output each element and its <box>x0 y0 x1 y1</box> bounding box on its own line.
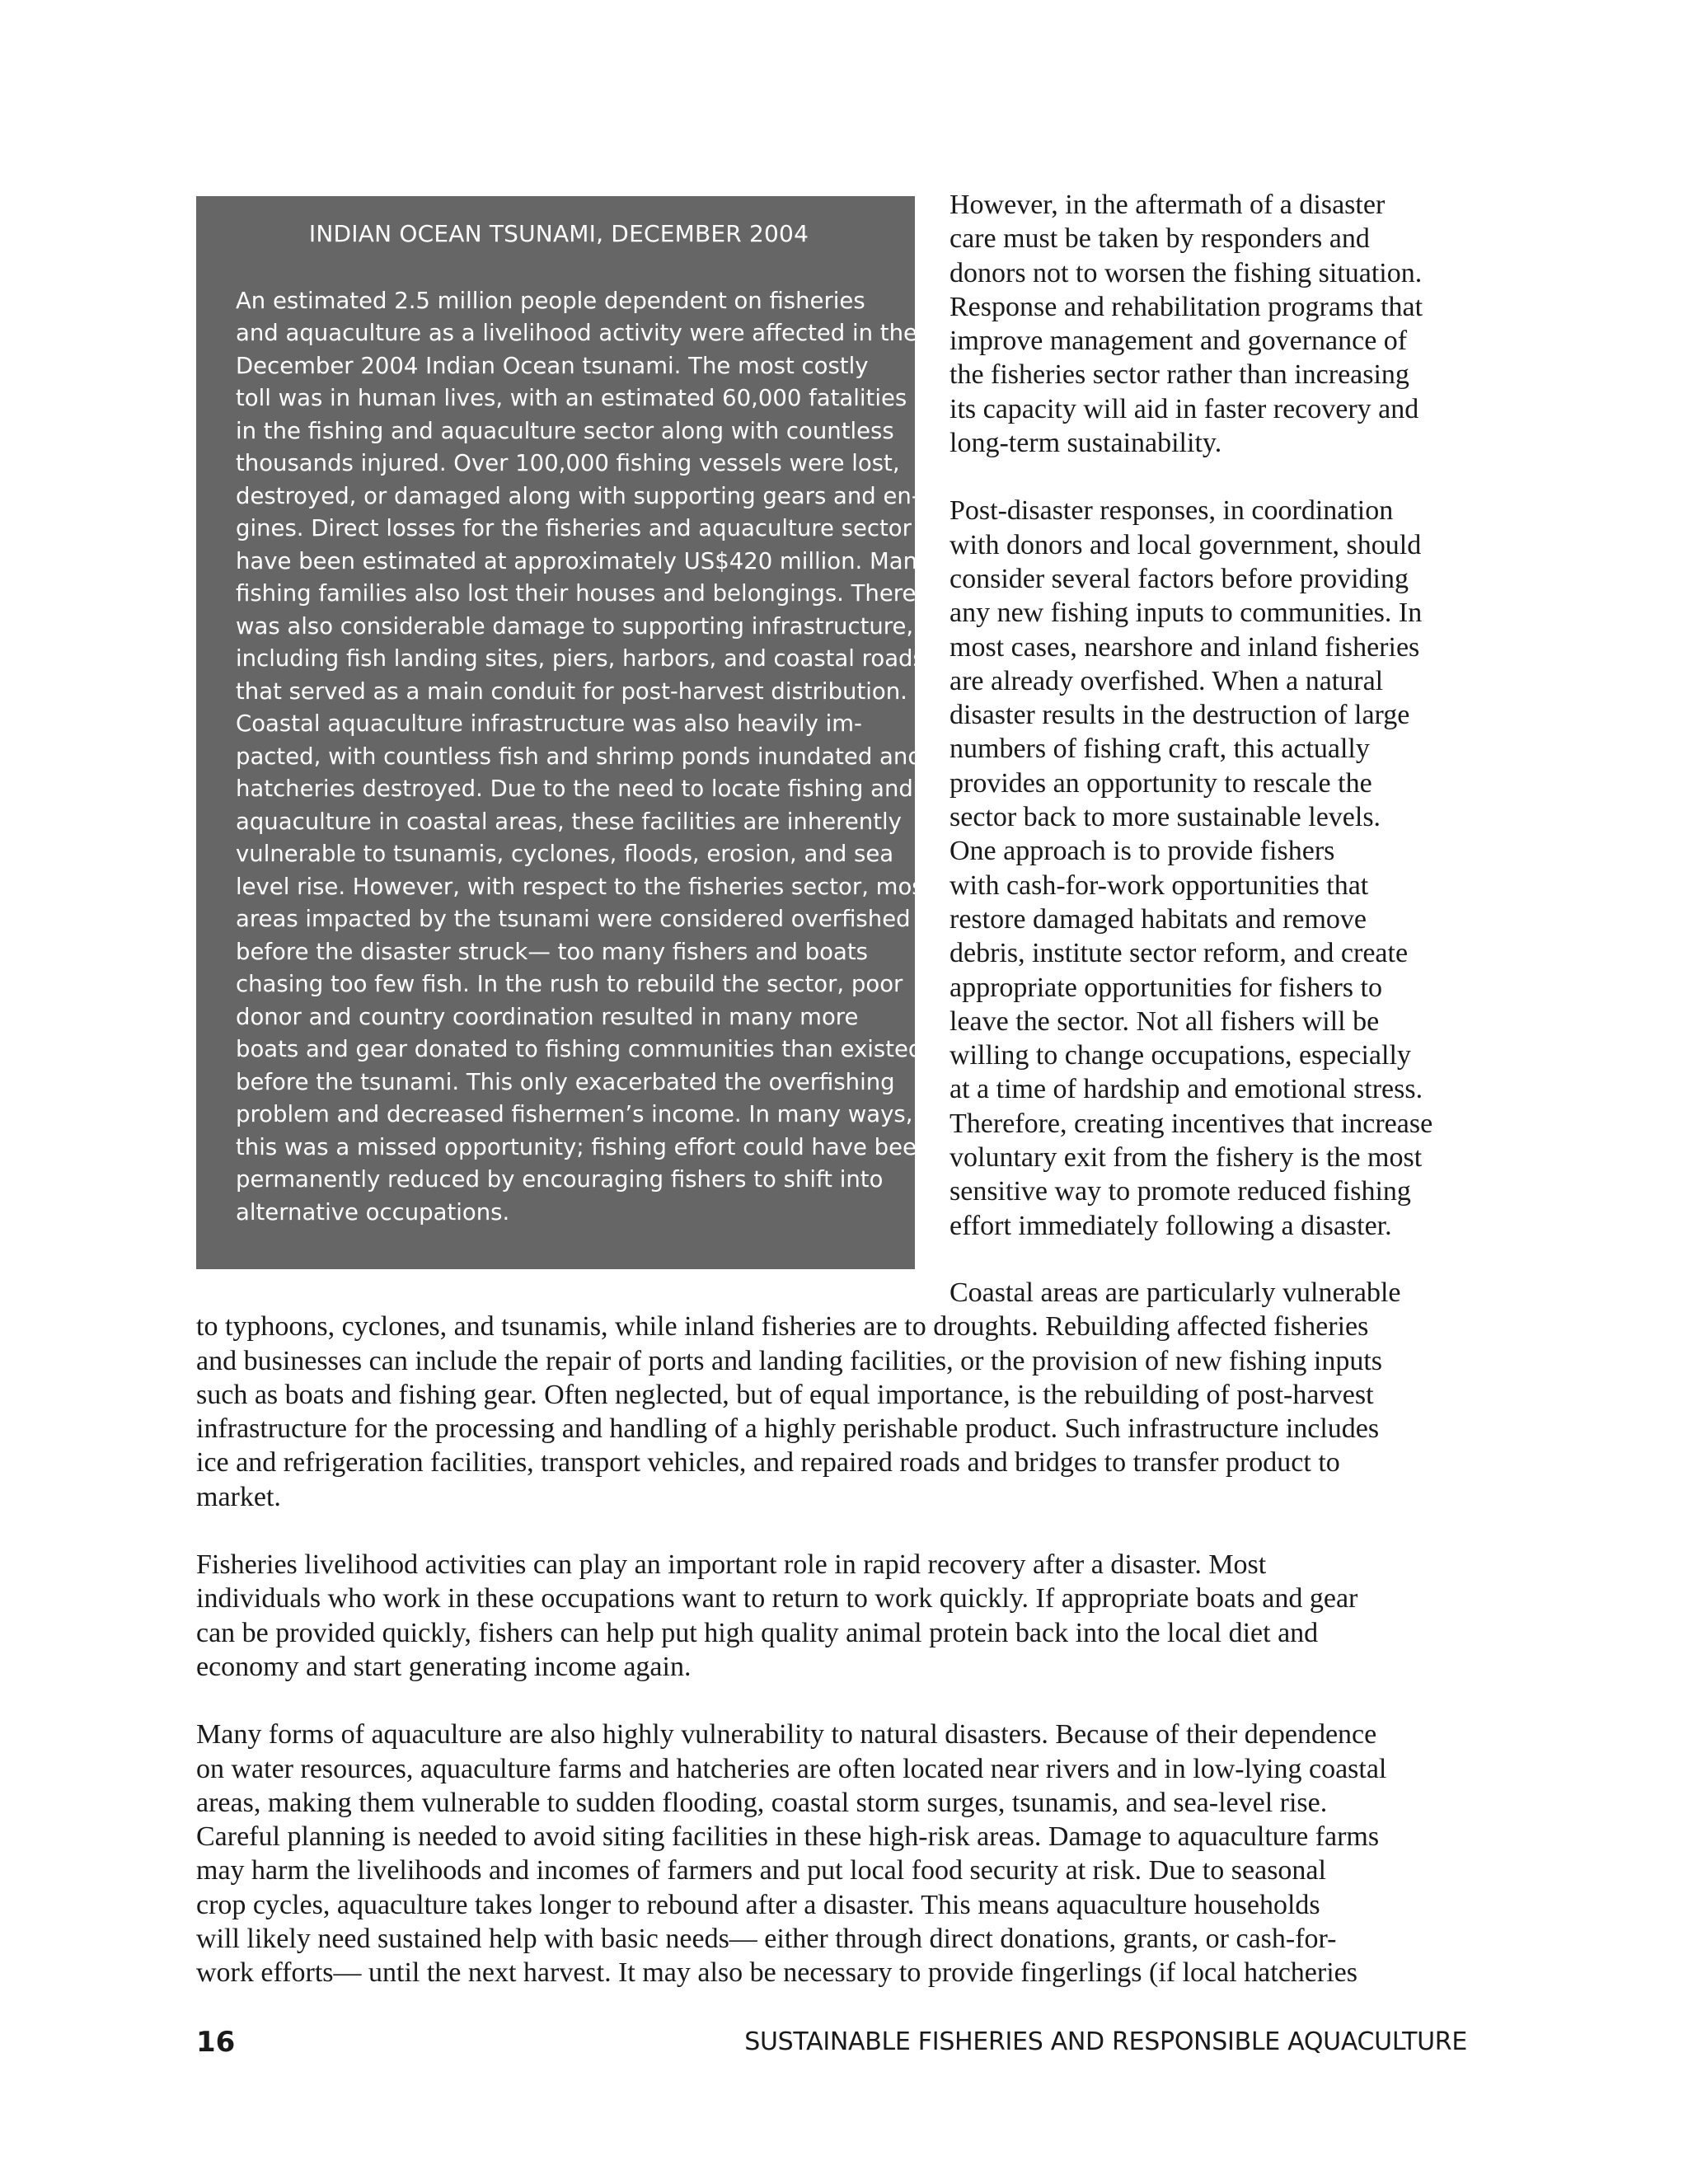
sidebar-line: in the fishing and aquaculture sector along with countless <box>236 417 894 444</box>
running-title: SUSTAINABLE FISHERIES AND RESPONSIBLE AQUACULTURE <box>744 2027 1467 2056</box>
text-line: its capacity will aid in faster recovery and <box>950 393 1419 424</box>
text-line: at a time of hardship and emotional stress. <box>950 1074 1423 1105</box>
text-line: can be provided quickly, fishers can help put high quality animal protein back into the local diet and <box>196 1617 1319 1648</box>
sidebar-line: donor and country coordination resulted in many more <box>236 1003 859 1030</box>
sidebar-line: permanently reduced by encouraging fishers to shift into <box>236 1166 884 1193</box>
text-line: disaster results in the destruction of large <box>950 700 1410 731</box>
text-line: work efforts— until the next harvest. It may also be necessary to provide fingerlings (if local hatcheries <box>196 1957 1357 1989</box>
text-line: Careful planning is needed to avoid siting facilities in these high-risk areas. Damage to aquaculture farms <box>196 1821 1380 1853</box>
sidebar-line: December 2004 Indian Ocean tsunami. The most costly <box>236 352 869 379</box>
sidebar-line: An estimated 2.5 million people dependent on fisheries <box>236 287 865 314</box>
sidebar-line: vulnerable to tsunamis, cyclones, floods, erosion, and sea <box>236 841 894 867</box>
sidebar-line: level rise. However, with respect to the fisheries sector, most <box>236 873 933 900</box>
sidebar-line: toll was in human lives, with an estimated 60,000 fatalities <box>236 385 907 411</box>
text-line: areas, making them vulnerable to sudden flooding, coastal storm surges, tsunamis, and sea-level rise. <box>196 1787 1328 1818</box>
sidebar-line: thousands injured. Over 100,000 fishing vessels were lost, <box>236 450 900 476</box>
sidebar-line: was also considerable damage to supporting infrastructure, <box>236 612 914 640</box>
sidebar-line: hatcheries destroyed. Due to the need to locate fishing and <box>236 776 913 802</box>
text-line: Post-disaster responses, in coordination <box>950 495 1394 527</box>
paragraph-aftermath <box>950 188 1526 460</box>
sidebar-line: including fish landing sites, piers, harbors, and coastal roads <box>236 645 925 672</box>
text-line: donors not to worsen the fishing situation. <box>950 257 1423 288</box>
sidebar-body <box>236 285 933 1230</box>
sidebar-line: and aquaculture as a livelihood activity were affected in the <box>236 320 917 346</box>
sidebar-line: fishing families also lost their houses and belongings. There <box>236 580 917 607</box>
paragraph-coastal-areas <box>196 1276 1548 1514</box>
sidebar-line: aquaculture in coastal areas, these facilities are inherently <box>236 808 902 835</box>
sidebar-line: gines. Direct losses for the fisheries and aquaculture sector <box>236 515 912 541</box>
text-line: individuals who work in these occupations want to return to work quickly. If appropriate boats and gear <box>196 1583 1358 1615</box>
sidebar-box <box>196 196 933 1269</box>
sidebar-line: alternative occupations. <box>236 1198 510 1226</box>
sidebar-line: chasing too few fish. In the rush to rebuild the sector, poor <box>236 971 903 997</box>
text-line: improve management and governance of <box>950 326 1408 357</box>
text-line: sector back to more sustainable levels. <box>950 802 1381 833</box>
text-line: One approach is to provide fishers <box>950 836 1335 867</box>
text-line: will likely need sustained help with basic needs— either through direct donations, grants, or cash-for- <box>196 1924 1337 1955</box>
text-line: most cases, nearshore and inland fisheries <box>950 631 1420 663</box>
body-text <box>196 1276 1548 2024</box>
text-line: to typhoons, cyclones, and tsunamis, while inland fisheries are to droughts. Rebuilding affected fisheries <box>196 1311 1369 1343</box>
text-line: infrastructure for the processing and handling of a highly perishable product. Such infrastructure includes <box>196 1413 1380 1445</box>
sidebar-line: boats and gear donated to fishing communities than existed <box>236 1036 923 1062</box>
sidebar-line: have been estimated at approximately US$420 million. Many <box>236 547 931 574</box>
sidebar-line: destroyed, or damaged along with supporting gears and en- <box>236 482 920 509</box>
text-line: the fisheries sector rather than increasing <box>950 359 1409 391</box>
text-line: numbers of fishing craft, this actually <box>950 733 1370 765</box>
text-line: with cash-for-work opportunities that <box>950 869 1369 901</box>
text-line: economy and start generating income again. <box>196 1651 692 1682</box>
sidebar-line: before the disaster struck— too many fishers and boats <box>236 938 868 965</box>
text-line: effort immediately following a disaster. <box>950 1210 1392 1241</box>
text-line: ice and refrigeration facilities, transport vehicles, and repaired roads and bridges to transfer product to <box>196 1447 1340 1479</box>
text-line: crop cycles, aquaculture takes longer to rebound after a disaster. This means aquaculture households <box>196 1889 1320 1920</box>
text-line: Coastal areas are particularly vulnerable <box>950 1277 1401 1308</box>
sidebar-line: that served as a main conduit for post-harvest distribution. <box>236 677 907 705</box>
right-column <box>950 188 1526 1277</box>
text-line: Many forms of aquaculture are also highly vulnerability to natural disasters. Because of their dependence <box>196 1719 1377 1750</box>
text-line: such as boats and fishing gear. Often neglected, but of equal importance, is the rebuilding of post-harvest <box>196 1379 1374 1410</box>
text-line: consider several factors before providing <box>950 563 1409 594</box>
sidebar-line: pacted, with countless fish and shrimp ponds inundated and <box>236 743 922 770</box>
paragraph-aquaculture <box>196 1718 1548 1990</box>
text-line: debris, institute sector reform, and create <box>950 938 1409 969</box>
sidebar-title: INDIAN OCEAN TSUNAMI, DECEMBER 2004 <box>308 220 809 247</box>
sidebar-line: areas impacted by the tsunami were considered overfished <box>236 906 911 932</box>
text-line: market. <box>196 1481 281 1512</box>
text-line: any new fishing inputs to communities. In <box>950 598 1423 629</box>
page-number: 16 <box>196 2026 236 2059</box>
text-line: on water resources, aquaculture farms and hatcheries are often located near rivers and in low-lying coastal <box>196 1753 1387 1784</box>
text-line: long-term sustainability. <box>950 428 1222 459</box>
text-line: sensitive way to promote reduced fishing <box>950 1176 1411 1207</box>
text-line: and businesses can include the repair of ports and landing facilities, or the provision of new fishing inputs <box>196 1345 1383 1376</box>
sidebar-line: this was a missed opportunity; fishing effort could have been <box>236 1133 931 1160</box>
text-line: restore damaged habitats and remove <box>950 903 1367 935</box>
text-line: are already overfished. When a natural <box>950 665 1384 696</box>
page-footer <box>196 2026 1467 2065</box>
text-line: Response and rehabilitation programs that <box>950 291 1423 322</box>
text-line: provides an opportunity to rescale the <box>950 767 1372 799</box>
text-line: willing to change occupations, especially <box>950 1040 1411 1071</box>
paragraph-post-disaster <box>950 494 1526 1243</box>
sidebar-line: before the tsunami. This only exacerbated the overfishing <box>236 1068 895 1095</box>
text-line: may harm the livelihoods and incomes of farmers and put local food security at risk. Due to seasonal <box>196 1855 1326 1886</box>
text-line: care must be taken by responders and <box>950 223 1370 255</box>
text-line: with donors and local government, should <box>950 529 1422 560</box>
sidebar-line: Coastal aquaculture infrastructure was also heavily im- <box>236 710 862 737</box>
text-line: voluntary exit from the fishery is the most <box>950 1142 1423 1174</box>
text-line: However, in the aftermath of a disaster <box>950 190 1386 220</box>
text-line: Fisheries livelihood activities can play an important role in rapid recovery after a disaster. Most <box>196 1549 1267 1581</box>
paragraph-livelihood <box>196 1548 1548 1684</box>
text-line: appropriate opportunities for fishers to <box>950 972 1382 1003</box>
text-line: leave the sector. Not all fishers will be <box>950 1005 1380 1037</box>
text-line: Therefore, creating incentives that increase <box>950 1108 1433 1139</box>
sidebar-line: problem and decreased fishermen’s income. In many ways, <box>236 1101 913 1127</box>
